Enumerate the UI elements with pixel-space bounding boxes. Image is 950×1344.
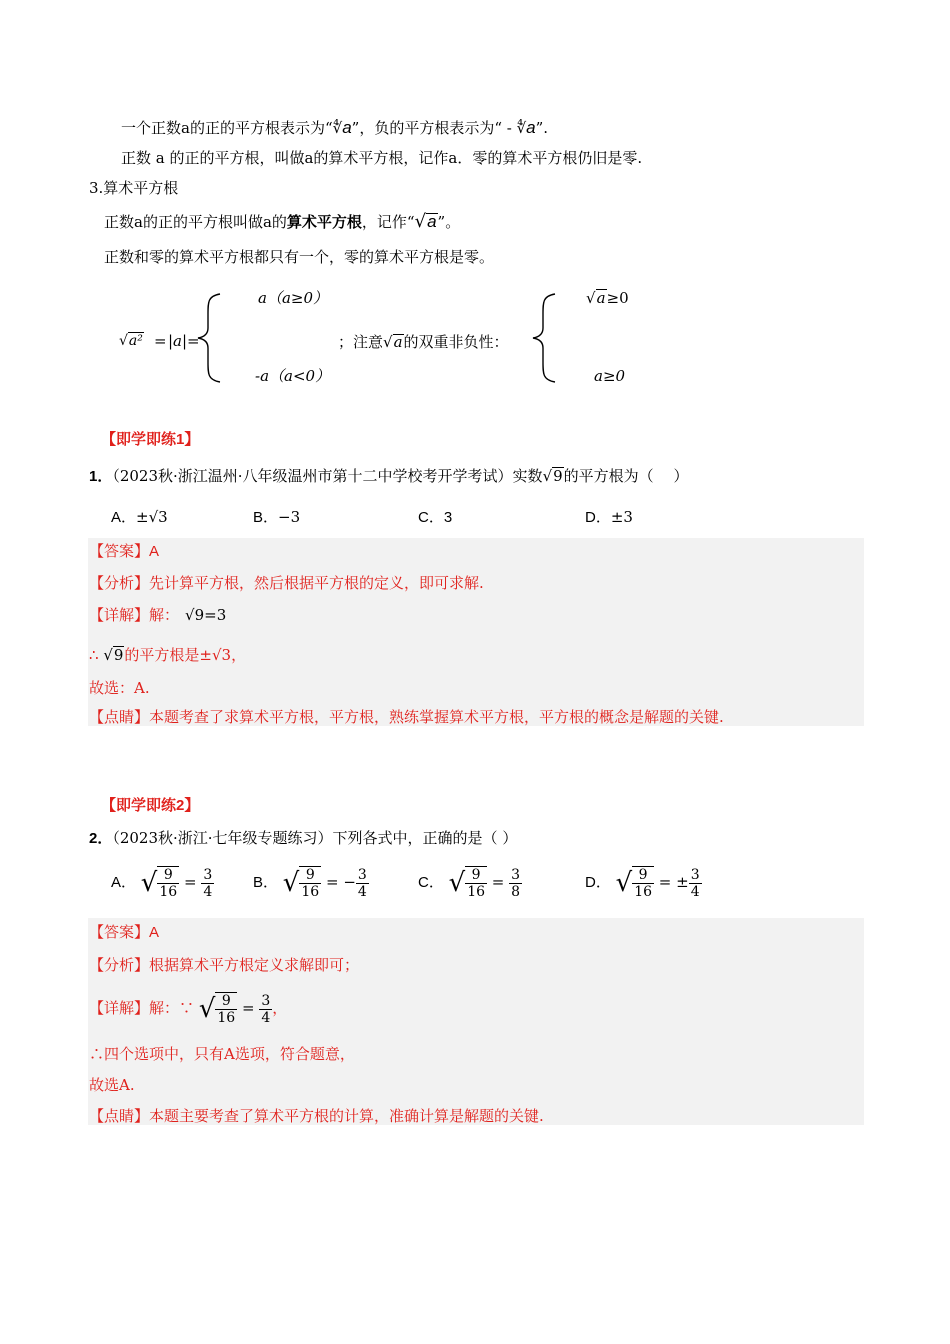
sign: ± bbox=[676, 873, 689, 891]
text: 的平方根是±√3， bbox=[124, 646, 247, 664]
denominator: 16 bbox=[159, 884, 178, 900]
numerator: 9 bbox=[215, 993, 237, 1010]
question-text: （2023秋·浙江温州·八年级温州市第十二中学校考开学考试）实数 bbox=[112, 467, 543, 485]
text: 本题考查了求算术平方根，平方根，熟练掌握算术平方根，平方根的概念是解题的关键. bbox=[149, 708, 724, 726]
text: ”。 bbox=[437, 213, 461, 231]
text: ≥0 bbox=[606, 289, 629, 307]
option-label: D． bbox=[585, 509, 611, 526]
question-number: 1． bbox=[89, 468, 113, 485]
equation: √9=3 bbox=[185, 606, 227, 624]
answer-1: 【答案】A bbox=[89, 543, 160, 560]
numerator: 3 bbox=[690, 866, 700, 883]
text: ∴ bbox=[89, 646, 104, 664]
question-text: 的平方根为（ ） bbox=[563, 467, 689, 485]
sqrt-a: √a bbox=[383, 333, 403, 351]
text: ”，负的平方根表示为“ - bbox=[351, 119, 517, 137]
option-a: A． √ $\frac{9}{16}$ = $\frac{3}{4}$ bbox=[111, 866, 213, 900]
practice-2-title: 【即学即练2】 bbox=[101, 797, 200, 814]
option-d bbox=[585, 507, 633, 528]
numerator: 3 bbox=[357, 866, 367, 883]
denominator: 4 bbox=[203, 883, 213, 900]
option-text: ±3 bbox=[610, 508, 633, 526]
tag: 【点睛】 bbox=[89, 1107, 150, 1125]
question-text: （2023秋·浙江·七年级专题练习）下列各式中，正确的是（ ） bbox=[112, 829, 518, 847]
option-a bbox=[111, 507, 168, 528]
text: 的双重非负性： bbox=[403, 333, 509, 351]
option-b: B． √ $\frac{9}{16}$ = − $\frac{3}{4}$ bbox=[253, 866, 367, 900]
sign: − bbox=[343, 873, 356, 891]
denominator: 16 bbox=[217, 1010, 236, 1026]
condition-sqrt: √a≥0 bbox=[586, 289, 629, 307]
note-double-nonneg bbox=[338, 332, 509, 352]
theory-line-3 bbox=[104, 212, 460, 232]
question-2 bbox=[89, 828, 517, 849]
denominator: 16 bbox=[467, 884, 486, 900]
theory-line-4: 正数和零的算术平方根都只有一个，零的算术平方根是零。 bbox=[104, 248, 495, 266]
numerator: 3 bbox=[511, 866, 521, 883]
condition-a: a≥0 bbox=[594, 367, 626, 385]
option-label: A． bbox=[111, 874, 137, 891]
text: 根据算术平方根定义求解即可； bbox=[149, 956, 360, 974]
denominator: 16 bbox=[634, 884, 653, 900]
tag: 【分析】 bbox=[89, 956, 150, 974]
analysis-2 bbox=[89, 955, 359, 975]
text: 解： bbox=[149, 606, 180, 624]
sqrt-9: √9 bbox=[103, 646, 124, 664]
numerator: 9 bbox=[157, 867, 179, 884]
practice-1-title: 【即学即练1】 bbox=[101, 431, 200, 448]
text: ；注意 bbox=[338, 333, 384, 351]
option-label: A． bbox=[111, 509, 137, 526]
radicand: a² bbox=[128, 333, 143, 349]
numerator: 9 bbox=[299, 867, 321, 884]
therefore-1 bbox=[89, 645, 246, 665]
radicand: 9 bbox=[113, 646, 124, 664]
denominator: 8 bbox=[511, 883, 521, 900]
text: 正数a的正的平方根叫做a的 bbox=[104, 213, 287, 231]
option-label: B． bbox=[253, 509, 279, 526]
text: 本题主要考查了算术平方根的计算，准确计算是解题的关键. bbox=[149, 1107, 544, 1125]
sqrt-a-squared: √a² bbox=[119, 333, 143, 349]
abs-a: |a| bbox=[168, 332, 188, 350]
text: ”. bbox=[535, 119, 549, 137]
text: 先计算平方根，然后根据平方根的定义，即可求解. bbox=[149, 574, 484, 592]
therefore-2: ∴四个选项中，只有A选项，符合题意， bbox=[89, 1045, 355, 1063]
option-text: ±√3 bbox=[136, 508, 168, 526]
theory-line-1 bbox=[121, 118, 548, 138]
comment-2 bbox=[89, 1106, 544, 1126]
option-label: C． bbox=[418, 509, 444, 526]
option-label: D． bbox=[585, 874, 611, 891]
tag: 【详解】 bbox=[89, 606, 150, 624]
option-text: 3 bbox=[443, 509, 453, 526]
numerator: 3 bbox=[261, 992, 271, 1009]
choose-2: 故选A. bbox=[89, 1076, 135, 1094]
denominator: 4 bbox=[261, 1009, 271, 1026]
radicand: 9 bbox=[553, 467, 563, 485]
term-arithmetic-root: 算术平方根 bbox=[286, 213, 362, 231]
comment-1 bbox=[89, 707, 724, 727]
numerator: 3 bbox=[203, 866, 213, 883]
detail-1 bbox=[89, 605, 226, 625]
question-1 bbox=[89, 466, 688, 487]
section-heading-3: 3.算术平方根 bbox=[89, 179, 179, 197]
theory-line-2: 正数 a 的正的平方根，叫做a的算术平方根，记作a．零的算术平方根仍旧是零. bbox=[121, 149, 643, 167]
option-text: −3 bbox=[278, 508, 301, 526]
option-d: D． √ $\frac{9}{16}$ = ± $\frac{3}{4}$ bbox=[585, 866, 700, 900]
denominator: 16 bbox=[301, 884, 320, 900]
denominator: 4 bbox=[690, 883, 700, 900]
option-label: C． bbox=[418, 874, 444, 891]
radical-a: ∜a bbox=[332, 118, 352, 137]
option-b bbox=[253, 507, 300, 528]
left-brace-icon bbox=[196, 292, 222, 384]
analysis-1 bbox=[89, 573, 484, 593]
solution-panel-1 bbox=[88, 538, 864, 726]
tag: 【点睛】 bbox=[89, 708, 150, 726]
left-brace-icon bbox=[531, 292, 557, 384]
tag: 【详解】 bbox=[89, 999, 150, 1017]
option-c: C． √ $\frac{9}{16}$ = $\frac{3}{8}$ bbox=[418, 866, 521, 900]
sqrt-a: √a bbox=[414, 211, 437, 232]
numerator: 9 bbox=[632, 867, 654, 884]
numerator: 9 bbox=[465, 867, 487, 884]
denominator: 4 bbox=[357, 883, 367, 900]
answer-2: 【答案】A bbox=[89, 924, 160, 941]
question-number: 2． bbox=[89, 830, 113, 847]
text: ， bbox=[272, 999, 288, 1017]
option-label: B． bbox=[253, 874, 279, 891]
case-nonnegative: a（a≥0） bbox=[258, 289, 328, 307]
radical-a-neg: ∜a bbox=[516, 118, 536, 137]
text: 解：∵ bbox=[149, 999, 195, 1017]
text: 一个正数a的正的平方根表示为“ bbox=[121, 119, 333, 137]
case-negative: -a（a<0） bbox=[255, 367, 331, 385]
equals-sign: = bbox=[154, 332, 167, 350]
tag: 【分析】 bbox=[89, 574, 150, 592]
equals-sign-2: = bbox=[187, 332, 200, 350]
detail-2: 【详解】解：∵ √ $\frac{9}{16}$ = $\frac{3}{4}$ ， bbox=[89, 992, 288, 1026]
option-c bbox=[418, 507, 452, 528]
text: ，记作“ bbox=[361, 213, 415, 231]
choose-1: 故选：A. bbox=[89, 679, 150, 697]
sqrt-9: √9 bbox=[542, 467, 563, 485]
